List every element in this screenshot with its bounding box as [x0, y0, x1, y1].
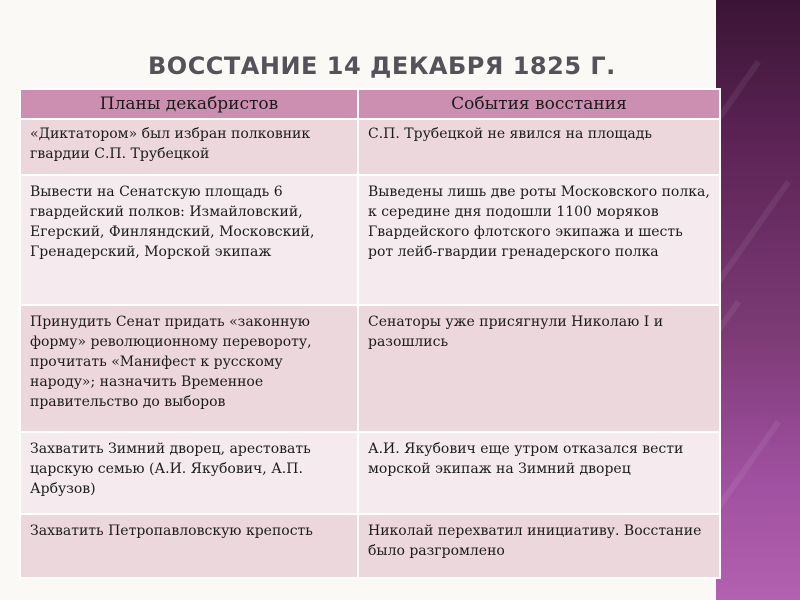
slide-title: ВОССТАНИЕ 14 ДЕКАБРЯ 1825 Г.: [148, 52, 616, 80]
plan-cell: Вывести на Сенатскую площадь 6 гвардейский полков: Измайловский, Егерский, Финляндский, Московский, Гренадерский, Морской экипаж: [20, 175, 358, 305]
column-header-events: События восстания: [358, 89, 720, 119]
table-row: [20, 119, 720, 175]
event-cell: А.И. Якубович еще утром отказался вести морской экипаж на Зимний дворец: [358, 432, 720, 514]
plan-cell: Принудить Сенат придать «законную форму» революционному перевороту, прочитать «Манифест к русскому народу»; назначить Временное правительство до выборов: [20, 305, 358, 432]
event-cell: Выведены лишь две роты Московского полка, к середине дня подошли 1100 моряков Гвардейского флотского экипажа и шесть рот лейб-гвардии гренадерского полка: [358, 175, 720, 305]
table-row: [20, 305, 720, 432]
event-cell: С.П. Трубецкой не явился на площадь: [358, 119, 720, 175]
table-row: [20, 514, 720, 578]
plan-cell: «Диктатором» был избран полковник гвардии С.П. Трубецкой: [20, 119, 358, 175]
plan-cell: Захватить Зимний дворец, арестовать царскую семью (А.И. Якубович, А.П. Арбузов): [20, 432, 358, 514]
column-header-plans: Планы декабристов: [20, 89, 358, 119]
table-row: [20, 432, 720, 514]
table-header-row: [20, 89, 720, 119]
comparison-table: [19, 88, 721, 579]
plan-cell: Захватить Петропавловскую крепость: [20, 514, 358, 578]
event-cell: Николай перехватил инициативу. Восстание было разгромлено: [358, 514, 720, 578]
event-cell: Сенаторы уже присягнули Николаю I и разошлись: [358, 305, 720, 432]
table-row: [20, 175, 720, 305]
decorative-side-band: [716, 0, 800, 600]
